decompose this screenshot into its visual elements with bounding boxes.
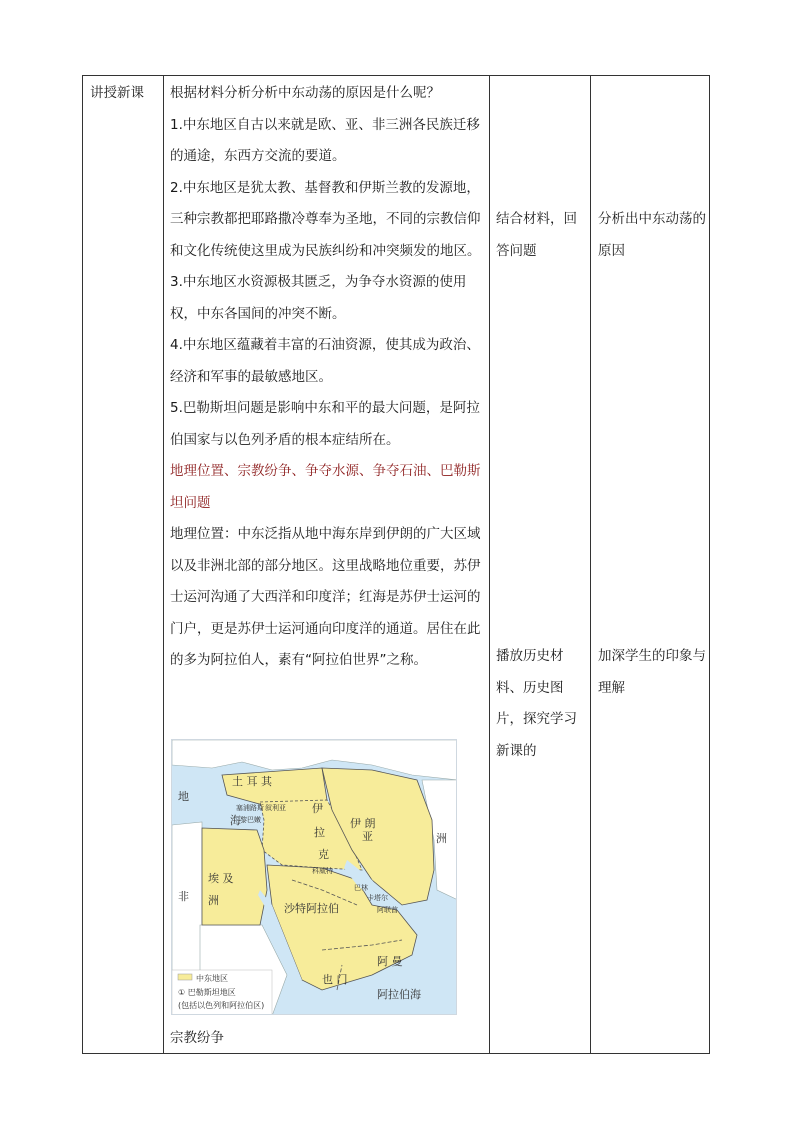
reason-point-2: 2.中东地区是犹太教、基督教和伊斯兰教的发源地，三种宗教都把耶路撒冷尊奉为圣地，不同的宗教信仰和文化传统使这里成为民族纠纷和冲突频发的地区。 <box>170 179 481 259</box>
map-label-arabian-sea: 阿拉伯海 <box>377 988 421 1001</box>
map-label-iraq-1: 伊 <box>312 802 323 815</box>
map-label-africa-1: 非 <box>178 890 189 903</box>
map-label-yemen: 也 门 <box>322 973 348 986</box>
map-label-iraq-3: 克 <box>318 848 329 861</box>
legend-palestine: ① 巴勒斯坦地区 <box>178 988 236 997</box>
map-label-asia-2: 洲 <box>436 832 447 845</box>
design-intent-1: 分析出中东动荡的原因 <box>598 211 706 259</box>
map-label-saudi: 沙特阿拉伯 <box>284 902 339 915</box>
map-label-uae: 阿联酋 <box>377 906 398 914</box>
row-header: 讲授新课 <box>90 85 144 101</box>
lesson-table <box>82 75 710 1054</box>
map-label-iraq-2: 拉 <box>314 826 325 839</box>
middle-east-map <box>171 739 457 1015</box>
map-label-qatar: 卡塔尔 <box>367 894 388 902</box>
map-label-africa-2: 洲 <box>208 894 219 907</box>
student-activity-1: 结合材料，回答问题 <box>496 211 577 259</box>
column-divider <box>590 76 591 1053</box>
reason-point-1: 1.中东地区自古以来就是欧、亚、非三洲各民族迁移的通途，东西方交流的要道。 <box>170 116 480 164</box>
map-label-egypt: 埃 及 <box>208 872 234 885</box>
design-intent-2: 加深学生的印象与理解 <box>598 648 706 696</box>
map-label-iran: 伊 朗 <box>350 817 376 830</box>
legend-palestine-note: (包括以色列和阿拉伯区) <box>178 1001 265 1010</box>
map-label-lebanon: 黎巴嫩 <box>240 816 261 824</box>
teacher-activity-cell <box>170 78 490 677</box>
reason-point-5: 5.巴勒斯坦问题是影响中东和平的最大问题，是阿拉伯国家与以色列矛盾的根本症结所在。 <box>170 400 480 448</box>
map-label-cyprus: 塞浦路斯 <box>236 804 264 812</box>
map-label-sea-2: 海 <box>230 814 241 827</box>
map-label-bahrain: 巴林 <box>354 884 368 892</box>
reason-point-4: 4.中东地区蕴藏着丰富的石油资源，使其成为政治、经济和军事的最敏感地区。 <box>170 337 480 385</box>
map-caption: 宗教纷争 <box>170 1030 224 1046</box>
question-text: 根据材料分析分析中东动荡的原因是什么呢？ <box>170 85 440 101</box>
map-label-asia-1: 亚 <box>362 830 373 843</box>
column-divider <box>163 76 164 1053</box>
legend-middle-east: 中东地区 <box>196 974 228 983</box>
map-label-sea-1: 地 <box>178 790 189 803</box>
map-label-turkey: 土 耳 其 <box>232 775 272 788</box>
map-label-syria: 叙利亚 <box>265 804 286 812</box>
middle-east-map-graphic <box>172 740 457 1015</box>
summary-keywords: 地理位置、宗教纷争、争夺水源、争夺石油、巴勒斯坦问题 <box>170 463 481 511</box>
reason-point-3: 3.中东地区水资源极其匮乏，为争夺水资源的使用权，中东各国间的冲突不断。 <box>170 274 467 322</box>
map-label-oman: 阿 曼 <box>377 955 403 968</box>
map-label-kuwait: 科威特 <box>312 867 333 875</box>
student-activity-2: 播放历史材料、历史图片，探究学习新课的 <box>496 648 577 759</box>
geo-location-text: 地理位置：中东泛指从地中海东岸到伊朗的广大区域以及非洲北部的部分地区。这里战略地位重要，苏伊士运河沟通了大西洋和印度洋；红海是苏伊士运河的门户，更是苏伊士运河通向印度洋的通道。居住在此的多为阿拉伯人，素有“阿拉伯世界”之称。 <box>170 526 481 668</box>
